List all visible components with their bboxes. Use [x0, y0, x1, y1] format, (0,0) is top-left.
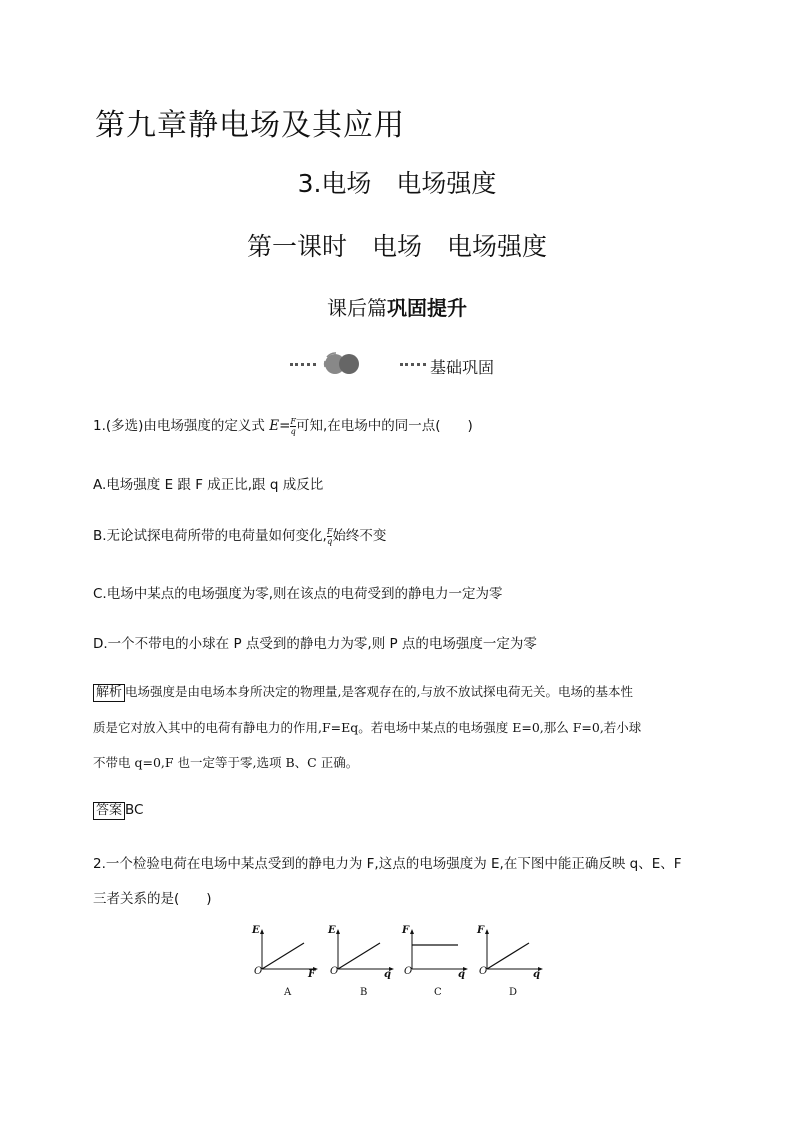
graph-a-ylabel: E	[252, 925, 260, 936]
fraction-numerator: F	[326, 526, 333, 536]
graph-d-ylabel: F	[477, 925, 485, 936]
fraction-numerator: F	[290, 416, 296, 426]
q2-stem-line1: 2.一个检验电荷在电场中某点受到的静电力为 F,这点的电场强度为 E,在下图中能正确反映 q、E、F	[93, 856, 682, 872]
graph-c-xlabel: q	[458, 969, 465, 980]
double-circle-icon	[322, 352, 367, 376]
q2-stem-line2: 三者关系的是( )	[93, 891, 212, 907]
graph-c	[402, 925, 472, 1005]
graph-b	[328, 925, 398, 1005]
q1-option-b	[93, 524, 386, 546]
q1-option-d: D.一个不带电的小球在 P 点受到的静电力为零,则 P 点的电场强度一定为零	[93, 636, 537, 652]
sub-heading	[0, 292, 794, 321]
graph-d	[477, 925, 547, 1005]
graph-c-ylabel: F	[402, 925, 410, 936]
graph-d-origin: O	[479, 966, 488, 977]
sub-heading-bold: 巩固提升	[387, 296, 467, 320]
q1-option-c: C.电场中某点的电场强度为零,则在该点的电荷受到的静电力一定为零	[93, 586, 503, 602]
dotted-line-right	[400, 363, 426, 366]
q1-stem-b: 可知,在电场中的同一点( )	[295, 418, 473, 434]
graph-d-xlabel: q	[533, 969, 540, 980]
fraction-denominator: q	[290, 426, 296, 436]
fraction-denominator: q	[327, 536, 333, 546]
q1-option-b-text: B.无论试探电荷所带的电荷量如何变化,	[93, 528, 327, 544]
lesson-title: 第一课时 电场 电场强度	[246, 232, 547, 261]
q1-option-b-tail: 始终不变	[332, 528, 387, 544]
q1-analysis-line2: 质是它对放入其中的电荷有静电力的作用,F=Eq。若电场中某点的电场强度 E=0,那么 F=0,若小球	[93, 720, 642, 735]
sub-heading-prefix: 课后篇	[327, 296, 387, 320]
graph-c-origin: O	[404, 966, 413, 977]
chapter-title: 第九章静电场及其应用	[95, 108, 405, 143]
graph-b-xlabel: q	[384, 969, 391, 980]
q1-stem	[93, 414, 473, 436]
graph-c-label: C	[434, 987, 442, 998]
answer-value: BC	[125, 802, 144, 818]
q1-stem-a: 1.(多选)由电场强度的定义式	[93, 418, 270, 434]
graph-b-label: B	[360, 987, 368, 998]
analysis-text-1: 电场强度是由电场本身所决定的物理量,是客观存在的,与放不放试探电荷无关。电场的基本性	[125, 684, 633, 699]
graph-a-origin: O	[254, 966, 263, 977]
q1-analysis-line1	[93, 682, 633, 702]
q1-stem-eq: E=	[269, 418, 291, 434]
graph-b-ylabel: E	[328, 925, 336, 936]
basic-consolidation-label: 基础巩固	[430, 358, 495, 377]
graph-a-xlabel: F	[308, 969, 316, 980]
graph-a-label: A	[284, 987, 292, 998]
graph-a	[252, 925, 322, 1005]
graph-d-label: D	[509, 987, 518, 998]
section-title: 3.电场 电场强度	[297, 169, 497, 198]
q1-answer	[93, 802, 143, 820]
graph-b-origin: O	[330, 966, 339, 977]
answer-tag: 答案	[93, 802, 125, 820]
q1-option-a: A.电场强度 E 跟 F 成正比,跟 q 成反比	[93, 477, 324, 493]
q1-analysis-line3: 不带电 q=0,F 也一定等于零,选项 B、C 正确。	[93, 755, 359, 770]
analysis-tag: 解析	[93, 684, 125, 702]
dotted-line-left	[290, 363, 316, 366]
